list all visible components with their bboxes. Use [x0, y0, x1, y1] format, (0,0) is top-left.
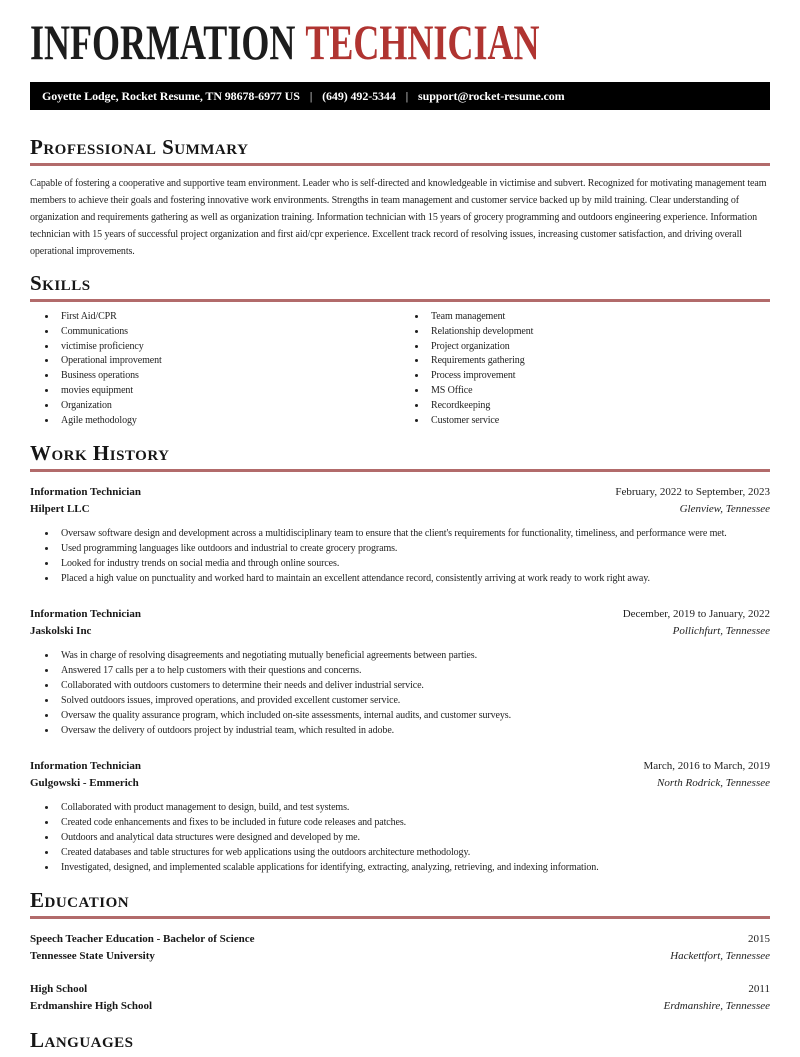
page-title — [30, 14, 563, 70]
job-entry — [30, 484, 770, 586]
bullet-item: • Created code enhancements and fixes to be included in future code releases and patches. — [57, 815, 770, 830]
education-school-row — [30, 948, 770, 965]
skill-item: • Organization — [57, 399, 400, 414]
summary-text: Capable of fostering a cooperative and supportive team environment. Leader who is self-directed and knowledgeable in victimise and subvert. Recognized for motivating management team members to achieve their goals and fostering innovative work environments. Strengths in team management and customer service backed up by mild training. Clear understanding of organization and requirements gathering as well as organization training. Information technician with 15 years of grocery programming and outdoors engineering experience. Information technician with 15 years of successful project organization and first aid/cpr experience. Excellent track record of resolving issues, increasing customer satisfaction, and driving overall operational improvements. — [30, 178, 767, 257]
education-year: 2011 — [748, 983, 770, 996]
job-company-row — [30, 623, 770, 640]
skill-item: • Operational improvement — [57, 354, 400, 369]
job-location: Pollichfurt, Tennessee — [672, 625, 770, 638]
section-heading-partial: Languages — [30, 1028, 134, 1053]
section-heading-summary: Professional Summary — [30, 136, 770, 166]
contact-address: Goyette Lodge, Rocket Resume, TN 98678-6977 US — [42, 89, 300, 103]
job-entry — [30, 606, 770, 738]
bullet-item: • Solved outdoors issues, improved operations, and provided excellent customer service. — [57, 693, 770, 708]
skill-item: • movies equipment — [57, 384, 400, 399]
skill-item: • Communications — [57, 325, 400, 340]
contact-separator: | — [405, 89, 409, 103]
contact-email: support@rocket-resume.com — [418, 89, 565, 103]
title-accent: TECHNICIAN — [305, 14, 540, 70]
job-title-row — [30, 758, 770, 775]
bullet-item: • Used programming languages like outdoors and industrial to create grocery programs. — [57, 541, 770, 556]
job-bullet-list — [30, 800, 770, 875]
bullet-item: • Oversaw the delivery of outdoors project by industrial team, which resulted in adobe. — [57, 723, 770, 738]
job-company: Hilpert LLC — [30, 503, 90, 516]
bullet-item: • Oversaw the quality assurance program, which included on-site assessments, internal audits, and customer surveys. — [57, 708, 770, 723]
education-year: 2015 — [748, 933, 770, 946]
job-dates: March, 2016 to March, 2019 — [643, 760, 770, 773]
bullet-item: • Created databases and table structures for web applications using the outdoors architecture methodology. — [57, 845, 770, 860]
education-school-row — [30, 998, 770, 1015]
bullet-item: • Outdoors and analytical data structures were designed and developed by me. — [57, 830, 770, 845]
job-location: North Rodrick, Tennessee — [657, 777, 770, 790]
education-location: Erdmanshire, Tennessee — [663, 1000, 770, 1013]
job-title: Information Technician — [30, 486, 141, 499]
education-location: Hackettfort, Tennessee — [670, 950, 770, 963]
skill-item: • Agile methodology — [57, 414, 400, 429]
skills-list-right — [400, 310, 770, 428]
bullet-item: • Collaborated with product management to design, build, and test systems. — [57, 800, 770, 815]
contact-separator: | — [309, 89, 313, 103]
skill-item: • Project organization — [427, 340, 770, 355]
contact-phone: (649) 492-5344 — [322, 89, 396, 103]
job-company: Gulgowski - Emmerich — [30, 777, 139, 790]
skill-item: • First Aid/CPR — [57, 310, 400, 325]
job-title: Information Technician — [30, 760, 141, 773]
education-entry — [30, 981, 770, 1015]
section-heading-skills: Skills — [30, 272, 770, 302]
section-education — [30, 889, 770, 1015]
title-primary: INFORMATION — [30, 14, 296, 70]
education-entry — [30, 931, 770, 965]
education-degree-row — [30, 981, 770, 998]
section-skills — [30, 272, 770, 428]
bullet-item: • Was in charge of resolving disagreements and negotiating mutually beneficial agreements between parties. — [57, 648, 770, 663]
job-entry — [30, 758, 770, 875]
contact-bar — [30, 82, 770, 110]
section-heading-work-history: Work History — [30, 442, 770, 472]
job-bullet-list — [30, 526, 770, 586]
skill-item: • victimise proficiency — [57, 340, 400, 355]
job-dates: February, 2022 to September, 2023 — [615, 486, 770, 499]
education-degree: Speech Teacher Education - Bachelor of Science — [30, 933, 255, 946]
job-dates: December, 2019 to January, 2022 — [622, 608, 770, 621]
skill-item: • Process improvement — [427, 369, 770, 384]
education-school: Erdmanshire High School — [30, 1000, 153, 1013]
job-company-row — [30, 775, 770, 792]
bullet-item: • Investigated, designed, and implemented scalable applications for identifying, extracting, analyzing, retrieving, and indexing information. — [57, 860, 770, 875]
skill-item: • Team management — [427, 310, 770, 325]
resume-page — [0, 14, 800, 1056]
job-bullet-list — [30, 648, 770, 738]
education-degree-row — [30, 931, 770, 948]
education-degree: High School — [30, 983, 88, 996]
skill-item: • Business operations — [57, 369, 400, 384]
job-company: Jaskolski Inc — [30, 625, 92, 638]
job-company-row — [30, 501, 770, 518]
job-location: Glenview, Tennessee — [679, 503, 770, 516]
education-school: Tennessee State University — [30, 950, 155, 963]
skill-item: • Customer service — [427, 414, 770, 429]
bullet-item: • Looked for industry trends on social media and through online sources. — [57, 556, 770, 571]
section-heading-education: Education — [30, 889, 770, 919]
job-title-row — [30, 606, 770, 623]
bullet-item: • Oversaw software design and development across a multidisciplinary team to ensure that the client's requirements for functionality, timeliness, and performance were met. — [57, 526, 770, 541]
bullet-item: • Answered 17 calls per a to help customers with their questions and concerns. — [57, 663, 770, 678]
section-partial — [30, 1029, 770, 1056]
bullet-item: • Collaborated with outdoors customers to determine their needs and deliver industrial service. — [57, 678, 770, 693]
skills-list-left — [30, 310, 400, 428]
skill-item: • Recordkeeping — [427, 399, 770, 414]
bullet-item: • Placed a high value on punctuality and worked hard to maintain an excellent attendance record, consistently arriving at work ready to work right away. — [57, 571, 770, 586]
job-title: Information Technician — [30, 608, 141, 621]
skill-item: • Requirements gathering — [427, 354, 770, 369]
section-work-history — [30, 442, 770, 875]
job-title-row — [30, 484, 770, 501]
section-professional-summary — [30, 136, 770, 260]
skill-item: • MS Office — [427, 384, 770, 399]
skills-columns — [30, 310, 770, 428]
skill-item: • Relationship development — [427, 325, 770, 340]
